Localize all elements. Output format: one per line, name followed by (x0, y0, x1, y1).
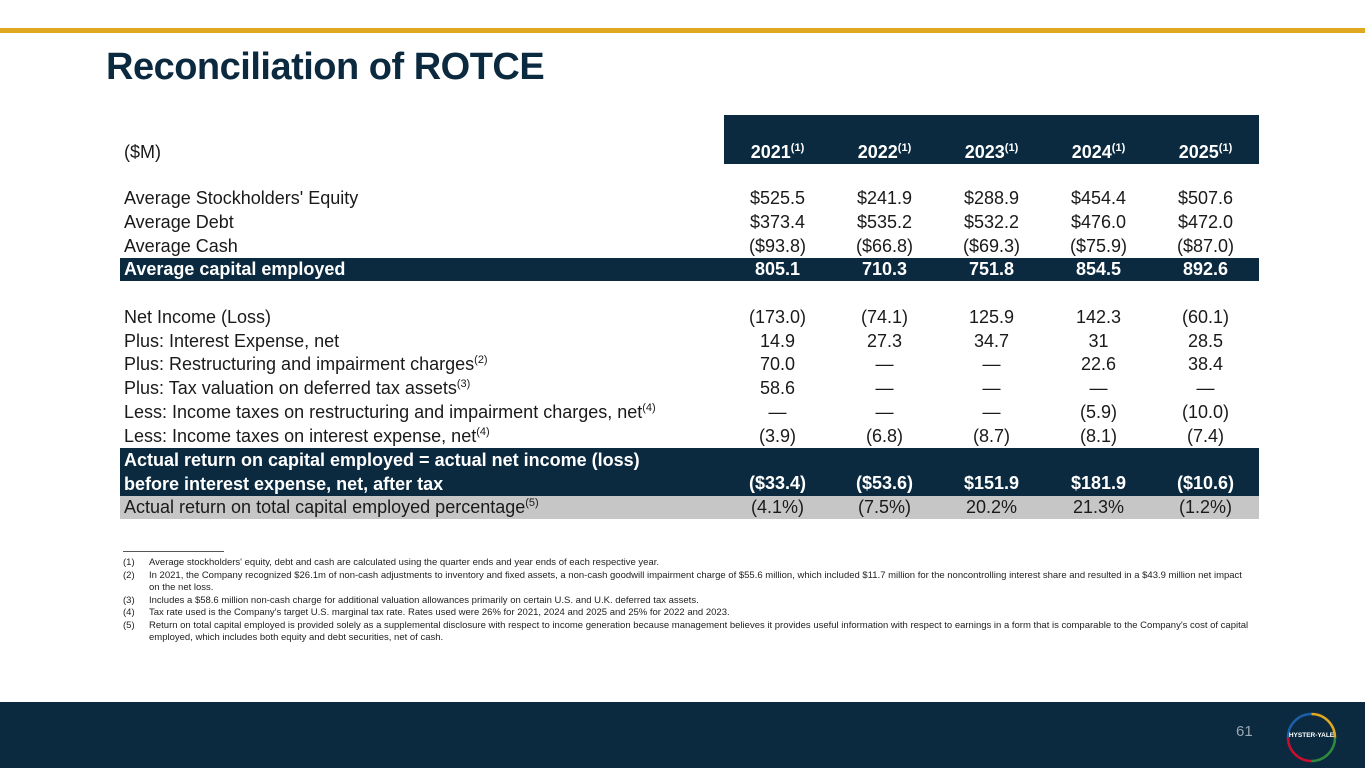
table-cell: $373.4 (749, 212, 806, 232)
table-cell: — (982, 378, 1001, 398)
table-cell: 20.2% (965, 497, 1018, 517)
table-cell: ($33.4) (748, 473, 807, 493)
table-cell: $241.9 (856, 188, 913, 208)
footnote: (3) Includes a $58.6 million non-cash charge for additional valuation allowances primarily on certain U.S. and U.K. deferred tax assets. (123, 594, 699, 606)
table-cell: ($10.6) (1176, 473, 1235, 493)
table-cell: 142.3 (1075, 307, 1122, 327)
table-cell: — (875, 354, 894, 374)
table-cell: (1.2%) (1178, 497, 1232, 517)
table-row-highlight (120, 448, 1259, 496)
table-cell: ($69.3) (962, 236, 1021, 256)
row-label: Net Income (Loss) (124, 307, 272, 327)
table-row (120, 235, 1259, 258)
table-cell: — (982, 354, 1001, 374)
table-cell: 751.8 (968, 259, 1015, 279)
year-header: 2021$^{(1)}$ (750, 142, 805, 162)
table-cell: ($53.6) (855, 473, 914, 493)
table-cell: $476.0 (1070, 212, 1127, 232)
table-cell: $472.0 (1177, 212, 1234, 232)
table-row (120, 425, 1259, 448)
row-label: Actual return on total capital employed percentage$^{(5)}$ (124, 497, 539, 517)
row-label: Less: Income taxes on interest expense, net$^{(4)}$ (124, 426, 490, 446)
table-cell: — (768, 402, 787, 422)
table-cell: 28.5 (1187, 331, 1224, 351)
table-cell: (4.1%) (750, 497, 804, 517)
table-cell: 125.9 (968, 307, 1015, 327)
table-row (120, 306, 1259, 329)
table-cell: 805.1 (754, 259, 801, 279)
table-cell: 34.7 (973, 331, 1010, 351)
table-cell: 854.5 (1075, 259, 1122, 279)
table-row (120, 211, 1259, 234)
table-cell: 27.3 (866, 331, 903, 351)
footer-bar (0, 702, 1365, 768)
table-cell: — (875, 402, 894, 422)
table-cell: 38.4 (1187, 354, 1224, 374)
row-label: Average capital employed (124, 259, 346, 279)
table-cell: ($66.8) (855, 236, 914, 256)
row-label: Plus: Interest Expense, net (124, 331, 340, 351)
table-cell: 31 (1088, 331, 1109, 351)
table-cell: 22.6 (1080, 354, 1117, 374)
footnote: (2) In 2021, the Company recognized $26.1m of non-cash adjustments to inventory and fixed assets, a non-cash goodwill impairment charge of $55.6 million, which included $11.7 million for the noncontrolling interest share and resulted in a $43.9 million net impact on the net loss. (123, 569, 1242, 593)
table-cell: (3.9) (758, 426, 796, 446)
table-cell: ($87.0) (1176, 236, 1235, 256)
table-cell: $535.2 (856, 212, 913, 232)
table-cell: (74.1) (860, 307, 909, 327)
table-cell: $525.5 (749, 188, 806, 208)
table-row-percentage (120, 496, 1259, 519)
table-row-highlight (120, 258, 1259, 281)
table-cell: $151.9 (963, 473, 1020, 493)
footnote-divider (123, 551, 224, 552)
table-row (120, 377, 1259, 400)
table-cell: (7.5%) (857, 497, 911, 517)
table-row (120, 401, 1259, 424)
table-cell: $288.9 (963, 188, 1020, 208)
table-cell: $181.9 (1070, 473, 1127, 493)
year-header: 2022$^{(1)}$ (857, 142, 912, 162)
footnote: (1) Average stockholders' equity, debt and cash are calculated using the quarter ends and year ends of each respective year. (123, 557, 660, 568)
table-cell: $454.4 (1070, 188, 1127, 208)
table-cell: (8.7) (972, 426, 1010, 446)
footnotes (123, 557, 1253, 645)
table-cell: — (982, 402, 1001, 422)
page-title: Reconciliation of ROTCE (106, 46, 545, 88)
table-cell: 70.0 (759, 354, 796, 374)
logo-wordmark: HYSTER-YALE (1288, 732, 1335, 739)
footnote: (4) Tax rate used is the Company's target U.S. marginal tax rate. Rates used were 26% for 2021, 2024 and 2025 and 25% for 2022 and 2023. (123, 607, 730, 618)
table-row (120, 330, 1259, 353)
table-cell: 21.3% (1072, 497, 1125, 517)
table-cell: $532.2 (963, 212, 1020, 232)
year-header: 2023$^{(1)}$ (964, 142, 1019, 162)
year-header: 2025$^{(1)}$ (1178, 142, 1233, 162)
row-label: Plus: Restructuring and impairment charges$^{(2)}$ (124, 354, 488, 374)
table-cell: — (875, 378, 894, 398)
table-cell: (6.8) (865, 426, 903, 446)
table-cell: ($93.8) (748, 236, 807, 256)
unit-label: ($M) (124, 142, 161, 162)
row-label: Average Stockholders' Equity (124, 188, 359, 208)
table-row (120, 353, 1259, 376)
table-cell: — (1089, 378, 1108, 398)
table-cell: (5.9) (1079, 402, 1117, 422)
top-accent-rule (0, 28, 1365, 33)
table-cell: (8.1) (1079, 426, 1117, 446)
table-cell: 14.9 (759, 331, 796, 351)
table-cell: 710.3 (861, 259, 908, 279)
row-label: Plus: Tax valuation on deferred tax assets$^{(3)}$ (124, 378, 471, 398)
footnote: (5) Return on total capital employed is provided solely as a supplemental disclosure with respect to income generation because management believes it provides useful information with respect to earnings in a form that is comparable to the Company's cost of capital employed, which includes both equity and debt securities, net of cash. (123, 619, 1249, 643)
page-number: 61 (1236, 723, 1253, 740)
table-header-row (120, 141, 1259, 164)
table-row (120, 187, 1259, 210)
year-header: 2024$^{(1)}$ (1071, 142, 1126, 162)
table-cell: (7.4) (1186, 426, 1224, 446)
row-label: Average Debt (124, 212, 234, 232)
table-cell: (10.0) (1181, 402, 1230, 422)
table-cell: 892.6 (1182, 259, 1229, 279)
table-cell: (60.1) (1181, 307, 1230, 327)
row-label: Actual return on capital employed = actual net income (loss) before interest expense, net, after tax (124, 450, 640, 494)
table-cell: (173.0) (748, 307, 807, 327)
row-label: Less: Income taxes on restructuring and impairment charges, net$^{(4)}$ (124, 402, 656, 422)
table-cell: ($75.9) (1069, 236, 1128, 256)
table-cell: — (1196, 378, 1215, 398)
row-label: Average Cash (124, 236, 238, 256)
table-cell: 58.6 (759, 378, 796, 398)
table-cell: $507.6 (1177, 188, 1234, 208)
